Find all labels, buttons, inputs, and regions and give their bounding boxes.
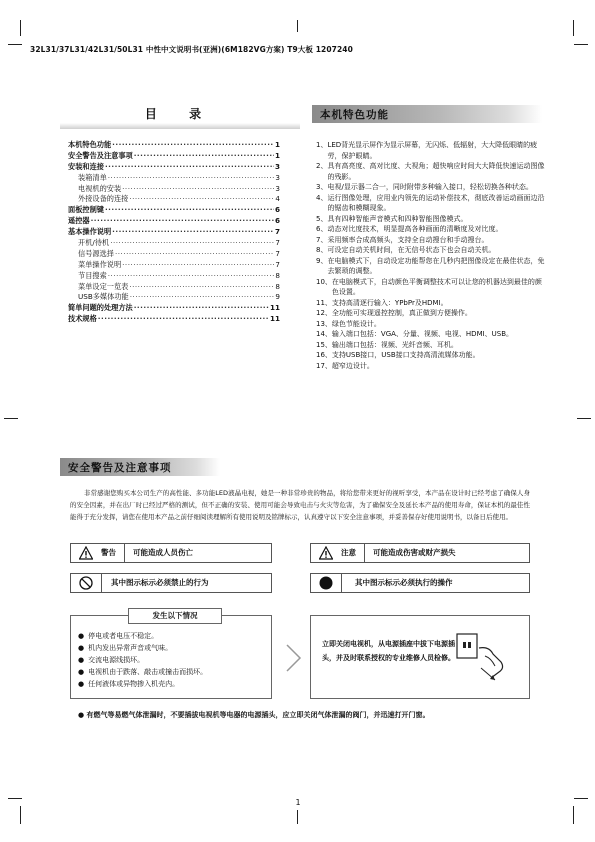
toc-entry-page: 1 [274, 150, 280, 160]
toc-entry-label: USB多媒体功能 [78, 292, 129, 302]
feature-number: 1、 [316, 141, 328, 149]
feature-number: 2、 [316, 162, 328, 170]
toc-entry-page: 3 [275, 172, 280, 182]
toc-leader [110, 238, 274, 247]
feature-text: 可设定自动关机时间，在无信号状态下也会自动关机。 [327, 246, 496, 254]
toc-entry [68, 205, 280, 216]
chevron-right-icon [285, 643, 303, 673]
warning-text: 可能造成人员伤亡 [133, 548, 193, 557]
feature-text: 在电脑模式下，自动颜色平衡调整技术可以让您的机器达到最佳的颜色设置。 [331, 277, 542, 296]
feature-number: 3、 [316, 183, 328, 191]
toc-entry-label: 安全警告及注意事项 [68, 150, 133, 160]
toc-entry-page: 7 [275, 238, 280, 248]
toc-title-underline [60, 123, 300, 129]
toc-entry-label: 本机特色功能 [68, 140, 112, 149]
toc-entry [68, 173, 280, 184]
feature-item [316, 298, 546, 309]
feature-text: 电视/显示器二合一，同时附带多种输入接口，轻松切换各种状态。 [327, 183, 533, 191]
toc-entry-page: 11 [269, 303, 280, 313]
crop-mark [4, 418, 18, 419]
feature-item [316, 361, 546, 372]
prohibit-box [70, 573, 272, 593]
feature-text: 输出端口包括：视频、光纤音频、耳机。 [331, 340, 458, 349]
toc-entry-label: 装箱清单 [78, 172, 107, 182]
toc-entry-label: 面板控制键 [68, 205, 104, 215]
feature-text: 运行图像处理，应用业内领先的运动补偿技术，彻底改善运动画面边沿的锯齿和模糊现象。 [327, 193, 545, 212]
toc-entry-page: 3 [275, 183, 280, 193]
crop-mark [577, 418, 591, 419]
toc-entry-label: 基本操作说明 [68, 227, 112, 237]
list-item: ● 停电或者电压不稳定。 [78, 630, 268, 642]
toc-entry-page: 9 [275, 292, 280, 302]
toc-leader [134, 303, 269, 312]
feature-item [316, 350, 546, 361]
toc-leader [122, 260, 274, 269]
feature-item [316, 140, 546, 161]
feature-item [316, 256, 546, 277]
feature-number: 17、 [316, 361, 332, 370]
toc-leader [129, 282, 274, 291]
feature-item [316, 224, 546, 235]
crop-mark [573, 20, 574, 36]
toc-entry-page: 6 [274, 216, 280, 226]
feature-item [316, 319, 546, 330]
toc-leader [115, 249, 274, 258]
crop-mark [20, 806, 21, 824]
toc-leader [105, 205, 274, 214]
toc-leader [134, 151, 274, 160]
crop-mark [297, 20, 298, 32]
toc-entry [68, 227, 280, 238]
feature-item [316, 245, 546, 256]
toc-entry [68, 260, 280, 271]
caution-box [310, 543, 530, 563]
toc-entry-page: 3 [274, 161, 280, 171]
toc-entry [68, 314, 280, 325]
toc-entry [68, 151, 280, 162]
toc-entry [68, 194, 280, 205]
warning-tag: 警告 [101, 548, 116, 557]
toc-entry-page: 4 [275, 194, 280, 204]
toc-leader [130, 292, 275, 301]
cases-title: 发生以下情况 [128, 608, 222, 624]
toc-entry-label: 信号源选择 [78, 248, 114, 258]
feature-item [316, 235, 546, 246]
crop-mark [20, 20, 21, 36]
safety-intro: 非常感谢您购买本公司生产的高性能、多功能LED液晶电视，她是一种非常珍贵的物品，将给您带来更好的视听享受，本产品在设计时已经考虑了确保人身的安全因素，并在出厂时已经过严格的测试，但不正确的安装、使用可能会导致电击与火灾等危害，为了确保安全及延长本产品的使用寿命，保证本机的最佳性能得于充分发挥，请您在使用本产品之前仔细阅读理解所有使用说明及铭牌标示，认真遵守以下安全注意事项，并妥善保存好使用说明书，以备日后使用。 [70, 489, 530, 521]
feature-text: 具有高亮度、高对比度、大视角；超快响应时间大大降低快速运动图像的残影。 [327, 162, 545, 181]
table-of-contents [68, 140, 280, 325]
feature-text: 在电脑模式下，自动设定功能帮您在几秒内把图像设定在最佳状态，免去繁琐的调整。 [327, 256, 545, 275]
toc-entry-label: 外接设备的连接 [78, 194, 129, 204]
feature-number: 5、 [316, 214, 328, 223]
mandatory-box [310, 573, 530, 593]
crop-mark [573, 806, 574, 824]
toc-entry-label: 开机/待机 [78, 238, 110, 248]
feature-number: 10、 [316, 277, 332, 286]
feature-text: 具有四种智能声音模式和四种智能图像模式。 [327, 214, 468, 223]
feature-item [316, 277, 546, 298]
toc-leader [105, 162, 274, 171]
toc-entry-label: 节目搜索 [78, 270, 107, 280]
caution-triangle-icon [319, 546, 333, 560]
mandatory-icon [319, 576, 333, 590]
feature-number: 8、 [316, 246, 328, 254]
feature-number: 13、 [316, 319, 332, 328]
toc-leader [122, 184, 274, 193]
features-title: 本机特色功能 [320, 109, 389, 121]
toc-entry [68, 162, 280, 173]
feature-number: 15、 [316, 340, 332, 349]
toc-entry [68, 140, 280, 151]
features-list [316, 140, 546, 371]
prohibit-icon [79, 576, 93, 590]
feature-number: 11、 [316, 298, 332, 307]
feature-text: 输入端口包括：VGA、分量、视频、电视、HDMI、USB。 [331, 330, 514, 338]
feature-item [316, 193, 546, 214]
feature-text: 采用频率合成高频头，支持全自动搜台和手动搜台。 [327, 235, 489, 244]
feature-number: 6、 [316, 225, 328, 233]
toc-title: 目 录 [144, 107, 216, 121]
safety-title: 安全警告及注意事项 [68, 462, 172, 474]
toc-entry-page: 8 [275, 270, 280, 280]
feature-number: 16、 [316, 351, 332, 359]
action-text: 立即关闭电视机，从电源插座中拔下电源插头，并及时联系授权的专业维修人员检修。 [322, 640, 455, 662]
cases-list [78, 630, 268, 690]
crop-mark [8, 798, 22, 799]
feature-text: 全功能可实现遥控控制，真正做到方便操作。 [331, 309, 472, 317]
list-item: ● 任何液体或异物掺入机壳内。 [78, 678, 268, 690]
crop-mark [8, 44, 22, 45]
feature-number: 12、 [316, 309, 332, 317]
feature-item [316, 214, 546, 225]
list-item: ● 交流电源线损坏。 [78, 654, 268, 666]
toc-entry-label: 菜单操作说明 [78, 259, 122, 269]
toc-leader [129, 194, 274, 203]
divider [364, 544, 365, 562]
toc-entry [68, 216, 280, 227]
toc-entry-page: 1 [274, 140, 280, 149]
features-banner [312, 105, 542, 123]
feature-text: 绿色节能设计。 [331, 319, 381, 328]
toc-leader [108, 173, 275, 182]
divider [124, 544, 125, 562]
feature-item [316, 340, 546, 351]
toc-leader [98, 314, 269, 323]
toc-entry-page: 11 [269, 314, 280, 324]
list-item: ● 电视机由于跌落、敲击或撞击而损坏。 [78, 666, 268, 678]
feature-item [316, 182, 546, 193]
feature-text: 超窄边设计。 [331, 361, 374, 370]
feature-number: 9、 [316, 256, 328, 265]
document-header: 32L31/37L31/42L31/50L31 中性中文说明书(亚洲)(6M182VG方案) T9大板 1207240 [30, 45, 353, 54]
toc-entry [68, 282, 280, 293]
feature-text: 支持高清逐行输入：YPbPr及HDMI。 [331, 298, 448, 307]
warning-box [70, 543, 272, 563]
toc-entry [68, 271, 280, 282]
toc-entry [68, 249, 280, 260]
feature-number: 4、 [316, 193, 328, 202]
feature-item [316, 329, 546, 340]
toc-leader [91, 216, 274, 225]
feature-item [316, 161, 546, 182]
toc-entry-label: 技术规格 [68, 314, 97, 324]
feature-number: 14、 [316, 330, 332, 338]
feature-text: 支持USB接口，USB接口支持高清流媒体功能。 [331, 351, 480, 359]
crop-mark [574, 798, 588, 799]
feature-number: 7、 [316, 235, 328, 244]
toc-entry [68, 184, 280, 195]
crop-mark [574, 44, 588, 45]
feature-text: LED背光显示屏作为显示屏幕，无闪烁、低辐射，大大降低眼睛的疲劳，保护眼睛。 [327, 141, 538, 160]
toc-entry-label: 菜单设定一览表 [78, 281, 129, 291]
toc-entry-page: 7 [275, 259, 280, 269]
warning-triangle-icon [79, 546, 93, 560]
crop-mark [297, 810, 298, 824]
toc-entry-label: 电视机的安装 [78, 183, 122, 193]
caution-tag: 注意 [341, 548, 356, 557]
unplug-icon [455, 628, 515, 684]
toc-entry-label: 简单问题的处理方法 [68, 303, 133, 313]
list-item: ● 机内发出异常声音或气味。 [78, 642, 268, 654]
toc-leader [108, 271, 275, 280]
divider [101, 574, 102, 592]
gas-leak-note: ● 有燃气等易燃气体泄漏时，不要插拔电视机等电器的电源插头，应立即关闭气体泄漏的阀门，并迅速打开门窗。 [78, 711, 430, 719]
toc-entry-page: 7 [274, 227, 280, 237]
toc-entry-page: 7 [275, 248, 280, 258]
toc-entry-label: 遥控器 [68, 216, 90, 226]
safety-banner [60, 458, 220, 476]
divider [341, 574, 342, 592]
caution-text: 可能造成伤害或财产损失 [373, 548, 456, 557]
toc-entry [68, 238, 280, 249]
toc-entry [68, 303, 280, 314]
toc-entry-page: 6 [274, 205, 280, 215]
prohibit-text: 其中图示标示必须禁止的行为 [111, 578, 209, 587]
toc-entry [68, 292, 280, 303]
feature-text: 动态对比度技术，明显提高各种画面的清晰度及对比度。 [327, 225, 503, 233]
toc-entry-page: 8 [275, 281, 280, 291]
toc-entry-label: 安装和连接 [68, 161, 104, 171]
gas-leak-text: 有燃气等易燃气体泄漏时，不要插拔电视机等电器的电源插头，应立即关闭气体泄漏的阀门，并迅速打开门窗。 [86, 711, 430, 719]
mandatory-text: 其中图示标示必须执行的操作 [355, 578, 453, 587]
toc-leader [112, 227, 274, 236]
toc-leader [112, 140, 274, 149]
page-number: 1 [295, 798, 301, 807]
feature-item [316, 308, 546, 319]
